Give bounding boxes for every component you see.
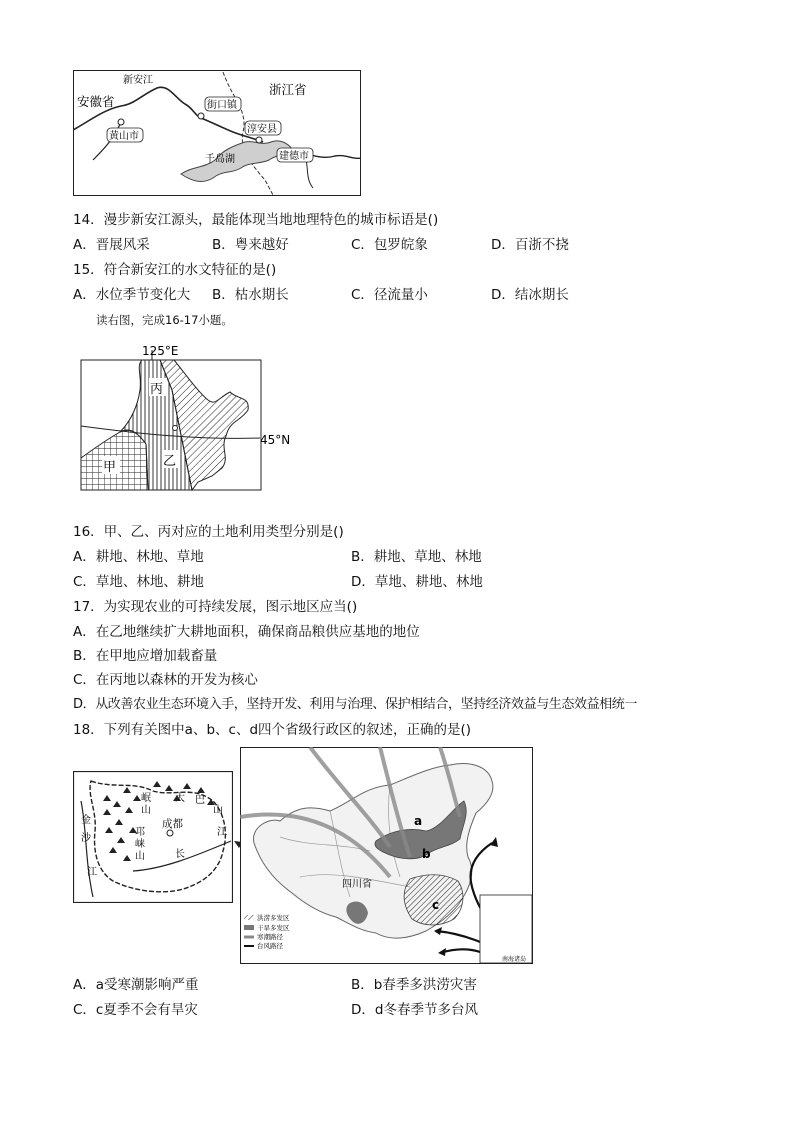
jiekou-label: 街口镇 [207, 100, 237, 111]
q17-option-d[interactable]: D．从改善农业生态环境入手，坚持开发、利用与治理、保护相结合，坚持经济效益与生态效益相统一 [73, 697, 638, 712]
q17-option-a[interactable]: A．在乙地继续扩大耕地面积，确保商品粮供应基地的地位 [73, 624, 420, 640]
jiang2-label: 江 [217, 827, 227, 838]
q15-option-b[interactable]: B．枯水期长 [212, 287, 289, 303]
sichuan-inset-map [73, 771, 233, 903]
label-c: c [432, 898, 440, 912]
jia-label: 甲 [103, 460, 117, 475]
legend-drought: 干旱多发区 [257, 924, 290, 932]
legend-typhoon: 台风路径 [257, 942, 283, 950]
q17-option-b[interactable]: B．在甲地应增加载畜量 [73, 648, 218, 664]
q18-option-c[interactable]: C．c夏季不会有旱灾 [73, 1002, 198, 1018]
yi-label: 乙 [163, 454, 177, 469]
q16-stem: 16．甲、乙、丙对应的土地利用类型分别是() [73, 524, 344, 540]
jin-label: 金 [81, 815, 91, 826]
q16-option-c[interactable]: C．草地、林地、耕地 [73, 574, 204, 590]
legend-coldwave: 寒潮路径 [257, 933, 283, 941]
bing-label: 丙 [150, 382, 164, 397]
shan2-label: 山 [135, 851, 145, 862]
river-label: 新安江 [123, 75, 153, 86]
anhui-label: 安徽省 [77, 94, 115, 109]
huangshan-marker [118, 119, 124, 125]
q17-option-c[interactable]: C．在丙地以森林的开发为核心 [73, 672, 258, 688]
q16-option-d[interactable]: D．草地、耕地、林地 [351, 574, 483, 590]
q16-option-a[interactable]: A．耕地、林地、草地 [73, 549, 204, 565]
shan1-label: 山 [141, 805, 151, 816]
lai-label: 崃 [135, 839, 145, 850]
q18-stem: 18．下列有关图中a、b、c、d四个省级行政区的叙述，正确的是() [73, 722, 472, 738]
qiandaohu-label: 千岛湖 [205, 154, 235, 165]
q16-option-b[interactable]: B．耕地、草地、林地 [351, 549, 482, 565]
jiekou-marker [198, 113, 204, 119]
chunan-label: 淳安县 [247, 124, 277, 135]
q14-option-d[interactable]: D．百浙不挠 [491, 237, 569, 253]
label-b: b [422, 847, 431, 861]
zhejiang-label: 浙江省 [269, 82, 307, 97]
q15-option-d[interactable]: D．结冰期长 [491, 287, 569, 303]
chang-label: 长 [175, 849, 185, 860]
jiande-label: 建德市 [279, 151, 309, 162]
q15-option-a[interactable]: A．水位季节变化大 [73, 287, 191, 303]
chunan-marker [256, 137, 262, 143]
q18-option-a[interactable]: A．a受寒潮影响严重 [73, 977, 199, 993]
chengdu-label: 成都 [162, 818, 183, 830]
label-a: a [414, 814, 423, 828]
sichuan-label: 四川省 [342, 879, 372, 890]
shan3-label: 山 [213, 805, 223, 816]
q14-option-a[interactable]: A．晋展风采 [73, 237, 150, 253]
min-label: 岷 [141, 793, 151, 804]
legend-flood: 洪涝多发区 [257, 914, 290, 922]
sha-label: 沙 [81, 833, 91, 844]
xinan-river-map [73, 70, 361, 196]
china-hazard-map [240, 747, 533, 964]
lat-label: 45°N [260, 433, 291, 447]
da-label: 大 [175, 793, 185, 804]
ba-label: 巴 [195, 795, 205, 806]
q17-stem: 17．为实现农业的可持续发展，图示地区应当() [73, 599, 358, 615]
q15-stem: 15．符合新安江的水文特征的是() [73, 262, 277, 278]
q18-option-d[interactable]: D．d冬春季节多台风 [351, 1002, 478, 1018]
inset-label: 南海诸岛 [502, 956, 527, 963]
northeast-landuse-map [80, 340, 300, 492]
q15-option-c[interactable]: C．径流量小 [351, 287, 428, 303]
qiong-label: 邛 [135, 827, 145, 838]
q14-option-b[interactable]: B．粤来越好 [212, 237, 289, 253]
huangshan-label: 黄山市 [109, 131, 139, 142]
intro-16-17: 读右图，完成16-17小题。 [96, 313, 233, 327]
q18-option-b[interactable]: B．b春季多洪涝灾害 [351, 977, 477, 993]
jiang1-label: 江 [87, 867, 97, 878]
lon-label: 125°E [142, 344, 179, 358]
q14-option-c[interactable]: C．包罗皖象 [351, 237, 428, 253]
q14-stem: 14．漫步新安江源头，最能体现当地地理特色的城市标语是() [73, 212, 439, 228]
